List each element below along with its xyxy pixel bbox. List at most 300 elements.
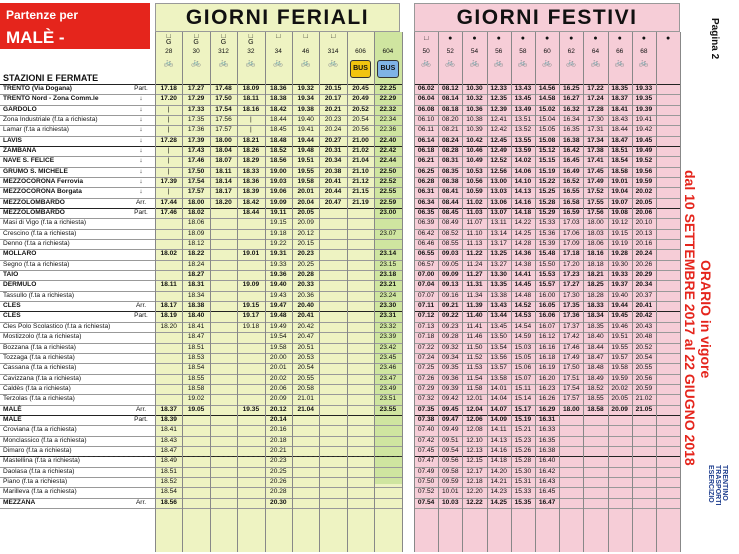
festivi-train-number: 62	[567, 48, 575, 55]
time-cell	[632, 487, 656, 497]
time-cell	[319, 322, 346, 332]
time-cell: 12.15	[466, 457, 483, 465]
time-cell: 07.29	[417, 384, 435, 392]
time-cell: 06.18	[417, 147, 435, 155]
time-cell	[319, 280, 346, 290]
time-cell: 17.24	[587, 95, 604, 103]
time-cell: 17.57	[187, 188, 205, 196]
time-cell	[210, 249, 237, 259]
time-cell: 15.28	[514, 457, 532, 465]
feriali-symbol-cell: □ G	[248, 34, 254, 46]
time-cell	[347, 363, 374, 373]
time-cell: 18.31	[187, 281, 205, 289]
station-name: Masi di Vigo (f.ta a richiesta)	[3, 219, 87, 227]
time-cell: 20.59	[635, 384, 653, 392]
time-cell: 17.28	[160, 136, 177, 144]
time-cell	[210, 343, 237, 353]
time-cell: 18.04	[215, 147, 232, 155]
time-cell: 20.33	[297, 281, 314, 289]
time-cell: 18.58	[587, 405, 604, 413]
time-cell: |	[167, 105, 170, 113]
time-cell: 10.59	[466, 188, 483, 196]
time-cell: 13.58	[490, 374, 507, 382]
time-cell	[319, 239, 346, 249]
time-cell	[155, 353, 182, 363]
time-cell	[347, 270, 374, 280]
time-cell	[347, 425, 374, 435]
time-cell: 20.01	[270, 364, 287, 372]
time-cell: 19.48	[270, 312, 287, 320]
station-name: TAIO	[3, 271, 19, 279]
time-cell: 18.54	[160, 488, 177, 496]
time-cell: 16.20	[538, 374, 556, 382]
time-cell: 12.49	[490, 147, 507, 155]
time-cell: 23.39	[379, 333, 397, 341]
time-cell: 23.45	[379, 353, 397, 361]
festivi-train-number: 64	[591, 48, 600, 55]
time-cell: 16.45	[538, 488, 556, 496]
time-cell: 17.20	[563, 260, 580, 268]
time-cell: 20.56	[352, 126, 369, 134]
station-name: CLES	[3, 302, 21, 310]
time-cell: 08.20	[442, 116, 459, 124]
time-cell: 22.32	[379, 105, 397, 113]
time-cell: 22.25	[379, 85, 397, 92]
time-cell	[347, 218, 374, 228]
time-cell: 22.42	[379, 147, 397, 155]
time-cell: 11.40	[466, 312, 483, 320]
time-cell: 13.44	[490, 312, 507, 320]
arrival-departure-mark: Part.	[134, 85, 148, 92]
bike-icon: 🚲	[191, 58, 202, 67]
time-cell: 17.46	[160, 209, 177, 217]
time-cell	[319, 436, 346, 446]
time-cell	[237, 436, 264, 446]
time-cell: 11.34	[466, 291, 483, 299]
time-cell: 17.18	[563, 250, 580, 258]
station-name: MALÈ	[3, 415, 22, 423]
time-cell: 20.15	[324, 85, 342, 92]
arrival-departure-mark: ↓	[139, 147, 143, 155]
time-cell: |	[167, 157, 170, 165]
section-divider	[414, 456, 680, 457]
time-cell: 18.48	[270, 136, 287, 144]
time-cell: 06.08	[417, 105, 435, 113]
time-cell: 07.25	[417, 364, 435, 372]
time-cell: 21.19	[352, 198, 369, 206]
time-cell: 18.41	[611, 105, 628, 113]
time-cell: 12.52	[490, 157, 507, 165]
time-cell: 08.49	[442, 219, 459, 227]
time-cell: 11.58	[466, 384, 483, 392]
arrival-departure-mark: ↓	[139, 105, 143, 113]
time-cell	[374, 425, 401, 435]
time-cell: 20.41	[297, 312, 314, 320]
time-cell: 20.28	[297, 271, 314, 279]
time-cell: 21.05	[635, 405, 653, 413]
time-cell: 18.36	[242, 178, 260, 186]
time-cell: 18.49	[587, 374, 604, 382]
time-cell: 18.47	[587, 353, 604, 361]
station-name: Cassana (f.ta a richiesta)	[3, 364, 77, 372]
time-cell: 13.52	[514, 126, 532, 134]
arrival-departure-mark: ↓	[139, 178, 143, 186]
time-cell: 14.18	[514, 209, 532, 217]
station-name: MEZZOLOMBARDO	[3, 198, 65, 206]
time-cell: 17.54	[215, 105, 232, 113]
time-cell: 14.13	[514, 188, 532, 196]
time-cell: 10.46	[466, 147, 483, 155]
festivi-train-number: 68	[640, 48, 648, 55]
time-cell: 17.27	[563, 281, 580, 289]
time-cell: 19.40	[297, 116, 314, 124]
time-cell	[559, 467, 583, 477]
time-cell	[210, 332, 237, 342]
time-cell: 18.49	[160, 457, 177, 465]
time-cell: 19.58	[611, 364, 628, 372]
bike-icon: 🚲	[469, 58, 480, 67]
time-cell: 09.05	[442, 260, 459, 268]
time-cell	[347, 229, 374, 239]
time-cell	[319, 456, 346, 466]
time-cell: 18.20	[160, 322, 177, 330]
time-cell	[210, 311, 237, 321]
time-cell	[583, 436, 607, 446]
time-cell: 17.36	[187, 126, 205, 134]
time-cell: 18.22	[187, 250, 205, 258]
time-cell: 13.56	[490, 353, 507, 361]
time-cell	[319, 301, 346, 311]
time-cell	[210, 436, 237, 446]
time-cell: 13.49	[514, 105, 532, 113]
time-cell	[319, 446, 346, 456]
time-cell: 15.04	[538, 116, 556, 124]
time-cell: 20.30	[270, 498, 287, 506]
time-cell	[210, 363, 237, 373]
time-cell: 10.30	[466, 85, 483, 92]
festivi-symbol-cell: ●	[569, 36, 574, 42]
time-cell	[632, 477, 656, 487]
time-cell	[319, 208, 346, 218]
time-cell: 15.26	[514, 446, 532, 454]
time-cell: 16.32	[563, 105, 580, 113]
time-cell: 19.43	[270, 291, 287, 299]
column-divider	[210, 32, 211, 552]
time-cell: 19.46	[611, 322, 628, 330]
time-cell: 15.53	[538, 271, 556, 279]
time-cell	[583, 487, 607, 497]
time-cell	[292, 477, 319, 487]
time-cell: 17.39	[160, 178, 177, 186]
time-cell: 07.54	[417, 498, 435, 506]
time-cell: 22.50	[379, 167, 397, 175]
time-cell	[155, 332, 182, 342]
time-cell: 17.57	[563, 395, 580, 403]
time-cell: 16.18	[538, 353, 556, 361]
time-cell: 13.43	[490, 302, 507, 310]
section-divider	[414, 415, 680, 416]
time-cell: 19.04	[611, 188, 628, 196]
time-cell: 17.31	[587, 126, 604, 134]
time-cell: 19.06	[270, 188, 287, 196]
bike-icon: 🚲	[614, 58, 625, 67]
time-cell: 15.02	[538, 105, 556, 113]
time-cell: 14.07	[490, 405, 507, 413]
festivi-train-number: 58	[519, 48, 527, 55]
time-cell: 20.09	[297, 219, 314, 227]
time-cell: 11.50	[466, 343, 483, 351]
time-cell: 09.03	[442, 250, 459, 258]
time-cell	[583, 498, 607, 508]
time-cell: 14.45	[514, 281, 532, 289]
time-cell: 20.51	[297, 343, 314, 351]
time-cell: 21.04	[297, 405, 314, 413]
time-cell: 17.30	[563, 291, 580, 299]
time-cell: 18.24	[187, 260, 205, 268]
time-cell: 18.16	[242, 105, 260, 113]
time-cell: 12.41	[490, 116, 507, 124]
time-cell: 18.55	[187, 374, 205, 382]
time-cell: 07.22	[417, 343, 435, 351]
time-cell: 20.13	[635, 229, 653, 237]
time-cell: 18.42	[270, 105, 287, 113]
time-cell	[292, 467, 319, 477]
time-cell: 18.11	[215, 167, 232, 175]
column-divider	[632, 32, 633, 552]
time-cell	[319, 353, 346, 363]
time-cell: 19.55	[297, 167, 314, 175]
route-header	[0, 3, 150, 67]
time-cell: 12.06	[466, 415, 483, 423]
arrival-departure-mark: ↓	[139, 136, 143, 144]
time-cell	[319, 343, 346, 353]
time-cell: 10.39	[466, 126, 483, 134]
time-cell	[155, 343, 182, 353]
time-cell: 14.53	[514, 312, 532, 320]
time-cell: 18.07	[215, 157, 232, 165]
station-name: Cavizzana (f.ta a richiesta)	[3, 374, 82, 382]
dashed-divider	[0, 456, 402, 457]
time-cell: 14.25	[490, 498, 507, 506]
time-cell: 22.59	[379, 198, 397, 206]
time-cell	[237, 291, 264, 301]
time-cell	[319, 487, 346, 497]
time-cell	[347, 467, 374, 477]
time-cell	[237, 363, 264, 373]
time-cell: 20.05	[297, 209, 314, 217]
time-cell: 08.45	[442, 209, 459, 217]
time-cell: 09.13	[442, 281, 459, 289]
time-cell: 16.05	[538, 302, 556, 310]
feriali-train-number: 46	[302, 48, 310, 55]
time-cell: 18.56	[270, 157, 287, 165]
arrival-departure-mark: Arr.	[135, 198, 147, 206]
time-cell: 18.00	[187, 198, 205, 206]
time-cell	[210, 301, 237, 311]
festivi-symbol-cell: ●	[544, 36, 550, 42]
time-cell: 20.23	[324, 116, 342, 124]
time-cell: 09.54	[442, 446, 459, 454]
time-cell: 19.33	[270, 260, 287, 268]
time-cell: 19.42	[635, 126, 653, 134]
time-cell: 18.51	[160, 467, 177, 475]
time-cell: 23.49	[379, 384, 397, 392]
time-cell: 18.55	[587, 395, 604, 403]
time-cell: 12.10	[466, 436, 483, 444]
time-cell: 20.21	[270, 446, 287, 454]
time-cell	[632, 425, 656, 435]
station-name: DERMULO	[3, 281, 37, 289]
time-cell: 16.40	[538, 457, 556, 465]
time-cell: 19.58	[270, 343, 287, 351]
time-cell: 19.03	[270, 178, 287, 186]
time-cell	[210, 415, 237, 425]
time-cell: 21.10	[352, 167, 369, 175]
time-cell: 23.00	[379, 209, 397, 217]
time-cell: 13.57	[490, 364, 507, 372]
time-cell	[155, 239, 182, 249]
time-cell: 15.19	[514, 415, 532, 423]
time-cell: 07.00	[417, 271, 435, 279]
time-cell: 20.18	[270, 436, 287, 444]
time-cell	[319, 498, 346, 508]
station-name: GRUMO S. MICHELE	[3, 167, 68, 175]
time-cell: 18.06	[187, 219, 205, 227]
time-cell: 17.29	[187, 95, 205, 103]
festivi-train-number: 60	[543, 48, 551, 55]
time-cell	[319, 218, 346, 228]
time-cell: 07.07	[417, 291, 435, 299]
time-cell	[632, 436, 656, 446]
time-cell: 19.07	[611, 198, 628, 206]
time-cell	[583, 467, 607, 477]
time-cell: 20.25	[297, 260, 314, 268]
time-cell: 11.39	[466, 302, 483, 310]
validity-line2: dal 10 SETTEMBRE 2017 al 22 GIUGNO 2018	[682, 170, 698, 466]
time-cell: 19.36	[270, 271, 287, 279]
arrival-departure-mark: ↓	[139, 167, 143, 175]
time-cell	[155, 363, 182, 373]
station-name: GARDOLO	[3, 105, 37, 113]
time-cell: 17.56	[587, 209, 604, 217]
time-cell: 13.43	[514, 85, 532, 92]
time-cell	[559, 456, 583, 466]
time-cell: 12.13	[466, 446, 483, 454]
time-cell: 14.10	[514, 178, 532, 186]
time-cell: 15.21	[514, 426, 532, 434]
time-cell: 20.09	[611, 405, 628, 413]
time-cell	[237, 415, 264, 425]
arrival-departure-mark: Arr.	[135, 498, 147, 506]
time-cell: 09.32	[442, 343, 459, 351]
time-cell: 19.32	[297, 85, 314, 92]
time-cell: 19.48	[297, 147, 314, 155]
time-cell	[347, 291, 374, 301]
time-cell: 12.35	[490, 95, 507, 103]
time-cell	[237, 260, 264, 270]
time-cell: |	[167, 147, 170, 155]
time-cell: 20.45	[352, 85, 369, 92]
time-cell	[319, 270, 346, 280]
time-cell: 17.44	[160, 198, 177, 206]
time-cell: 09.47	[442, 415, 459, 423]
column-divider	[656, 32, 657, 552]
station-name: Lamar (f.ta a richiesta)	[3, 126, 69, 134]
column-divider	[292, 32, 293, 552]
time-cell	[347, 239, 374, 249]
time-cell	[237, 394, 264, 404]
time-cell	[155, 270, 182, 280]
time-cell: 15.06	[514, 364, 532, 372]
time-cell: 16.55	[563, 188, 580, 196]
time-cell: 17.37	[563, 322, 580, 330]
bike-icon: 🚲	[245, 58, 256, 67]
time-cell: 20.41	[635, 302, 653, 310]
time-cell: 13.06	[490, 198, 507, 206]
time-cell	[155, 229, 182, 239]
time-cell: 15.39	[538, 240, 556, 248]
time-cell: 07.13	[417, 322, 435, 330]
festivi-symbol-cell: ●	[520, 36, 525, 42]
station-name: LAVIS	[3, 136, 22, 144]
time-cell: 17.06	[563, 229, 580, 237]
bike-icon: 🚲	[517, 58, 528, 67]
section-divider	[414, 84, 680, 85]
time-cell: 22.55	[379, 188, 397, 196]
time-cell: 15.17	[514, 405, 532, 413]
time-cell: 17.49	[563, 353, 580, 361]
column-divider	[535, 32, 536, 552]
time-cell: 08.24	[442, 136, 459, 144]
time-cell: 18.37	[611, 95, 628, 103]
station-name: Daolasa (f.ta a richiesta)	[3, 467, 75, 475]
time-cell: 19.57	[611, 353, 628, 361]
time-cell: 13.14	[490, 229, 507, 237]
time-cell	[182, 446, 209, 456]
station-name: MALÈ	[3, 405, 22, 413]
time-cell: 15.50	[538, 260, 556, 268]
station-name: Dimaro (f.ta a richiesta)	[3, 446, 72, 454]
time-cell: 20.40	[297, 302, 314, 310]
time-cell	[319, 311, 346, 321]
time-cell: 11.54	[466, 374, 483, 382]
time-cell	[347, 384, 374, 394]
time-cell: 16.00	[538, 291, 556, 299]
time-cell: 17.30	[587, 116, 604, 124]
time-cell: 18.47	[611, 136, 628, 144]
time-cell	[347, 415, 374, 425]
time-cell: 17.45	[587, 167, 604, 175]
time-cell: 18.29	[242, 157, 260, 165]
time-cell: 20.54	[297, 364, 314, 372]
festivi-symbol-cell: ●	[641, 36, 646, 42]
time-cell	[319, 467, 346, 477]
time-cell: 15.23	[514, 436, 532, 444]
time-cell: 14.09	[490, 415, 507, 423]
time-cell: 14.52	[514, 302, 532, 310]
time-cell: 20.24	[635, 250, 653, 258]
time-cell: 18.35	[587, 322, 604, 330]
time-cell	[210, 477, 237, 487]
time-cell: 18.56	[160, 498, 177, 506]
time-cell	[210, 425, 237, 435]
time-cell: 12.17	[466, 467, 483, 475]
time-cell: 19.28	[611, 250, 628, 258]
time-cell	[608, 446, 632, 456]
time-cell	[347, 405, 374, 415]
time-cell: 11.07	[466, 219, 483, 227]
time-cell: 21.04	[352, 157, 369, 165]
